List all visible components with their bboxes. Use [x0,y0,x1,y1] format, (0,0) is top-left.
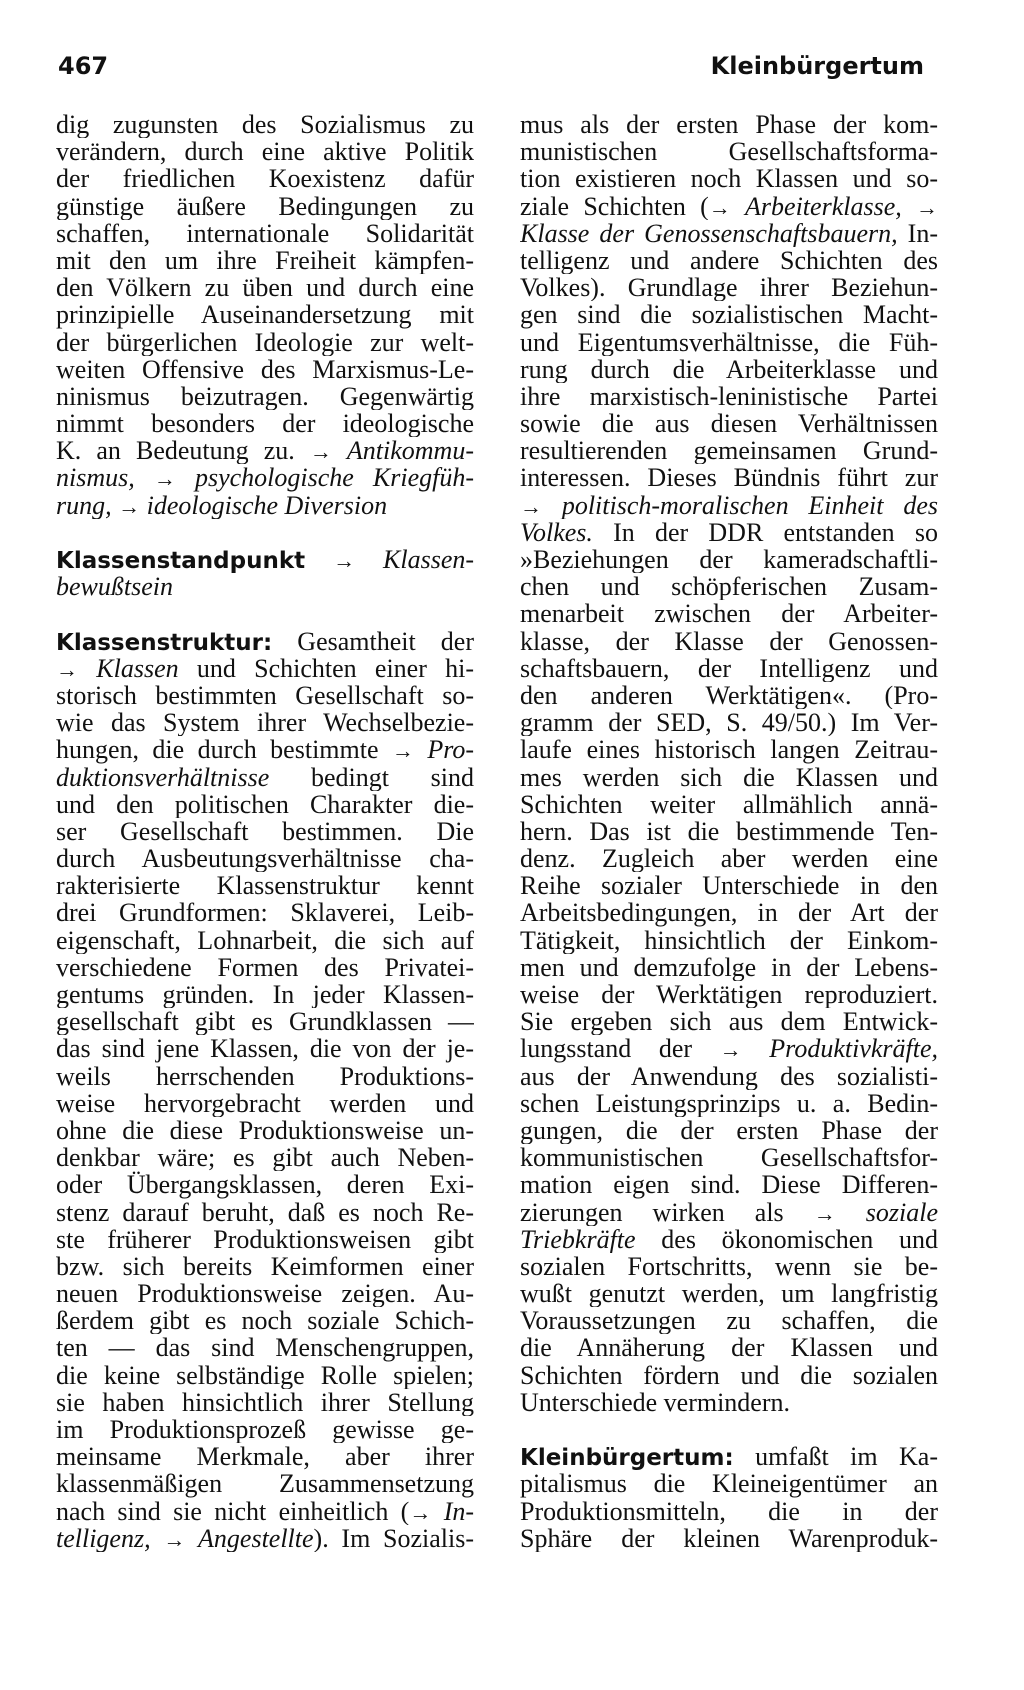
text-line: gungen, die der ersten Phase der [520,1116,938,1145]
text-line: klasse, der Klasse der Genossen- [520,627,938,655]
text-line: gen sind die sozialistischen Macht- [520,301,938,329]
text-line [520,1199,938,1226]
text-line: ohne die diese Produktionsweise un- [56,1116,474,1145]
text-line: sie haben hinsichtlich ihrer Stellung [56,1388,474,1416]
text-line: das sind jene Klassen, die von der je- [56,1035,474,1063]
text-line: schaftsbauern, der Intelligenz und [520,654,938,682]
text-line: ihre marxistisch-leninistische Partei [520,382,938,411]
cross-reference: Produktivkräfte, [769,1035,938,1063]
text-segment: lungsstand der [520,1035,693,1063]
cross-reference: politisch-moralischen Einheit des [561,491,938,519]
text-line [56,1525,474,1552]
headword-colon: : [263,629,273,655]
text-line: »Beziehungen der kameradschaftli- [520,546,938,574]
entry-klassenstruktur [56,628,474,655]
text-segment: hungen, die durch bestimmte [56,736,379,764]
cross-reference-arrow-icon: → [916,194,938,220]
running-head [58,52,924,86]
text-line: neuen Produktionsweise zeigen. Au- [56,1280,474,1308]
cross-reference: Pro- [427,736,474,764]
text-line: Arbeitsbedingungen, in der Art der [520,899,938,927]
text-segment: ziale Schichten ( [520,192,709,220]
text-line: chen und schöpferischen Zusam- [520,573,938,601]
text-line: drei Grundformen: Sklaverei, Leib- [56,899,474,927]
text-line: laufe eines historisch langen Zeitrau- [520,736,938,764]
headword: Kleinbürgertum [520,1445,725,1471]
cross-reference-arrow-icon: → [163,1526,186,1552]
entry-klassenstandpunkt [56,546,474,573]
text-line [520,220,938,247]
text-line: weise hervorgebracht werden und [56,1089,474,1117]
text-line: sowie die aus diesen Verhältnissen [520,410,938,438]
text-line: meinsame Merkmale, aber ihrer [56,1443,474,1471]
text-line: tion existieren noch Klassen und so- [520,165,938,193]
text-line: im Produktionsprozeß gewisse ge- [56,1416,474,1444]
text-line: mit den um ihre Freiheit kämpfen- [56,246,474,275]
text-line: ninismus beizutragen. Gegenwärtig [56,382,474,411]
cross-reference-arrow-icon: → [813,1200,836,1226]
text-line: Reihe sozialer Unterschiede in den [520,872,938,900]
text-line: nimmt besonders der ideologische [56,410,474,438]
text-line: gramm der SED, S. 49/50.) Im Ver- [520,709,938,737]
text-line: die keine selbständige Rolle spielen; [56,1361,474,1389]
text-line [56,437,474,464]
cross-reference: duktionsverhältnisse [56,763,270,791]
cross-reference: Klasse der Genossenschaftsbauern, [520,219,898,247]
text-line: der bürgerlichen Ideologie zur welt- [56,328,474,356]
text-line: schaffen, internationale Solidarität [56,219,474,247]
text-line: aus der Anwendung des sozialisti- [520,1062,938,1090]
text-line: Schichten fördern und die sozialen [520,1361,938,1389]
text-line: storisch bestimmten Gesellschaft so- [56,681,474,710]
text-line [56,764,474,791]
text-segment: zierungen wirken als [520,1198,784,1226]
cross-reference-arrow-icon: → [56,656,78,682]
text-line: Unterschiede vermindern. [520,1388,791,1416]
text-line: rung durch die Arbeiterklasse und [520,355,938,383]
text-segment: In der DDR entstanden so [613,518,938,546]
text-line [56,464,474,491]
text-line [56,573,474,600]
cross-reference-arrow-icon: → [333,548,356,573]
text-line: Produktionsmitteln, die in der [520,1497,938,1525]
text-line [56,655,474,682]
text-line: telligenz und andere Schichten des [520,246,938,275]
cross-reference-arrow-icon: → [309,439,332,465]
text-line: gentums gründen. In jeder Klassen- [56,981,474,1009]
text-line: weils herrschenden Produktions- [56,1062,474,1090]
entry-kleinbuergertum [520,1443,938,1470]
headword: Klassenstruktur [56,629,263,655]
entry-spacer [56,600,474,627]
text-line: Voraussetzungen zu schaffen, die [520,1307,938,1335]
text-line: stenz darauf beruht, daß es noch Re- [56,1198,474,1226]
text-line: kommunistischen Gesellschaftsfor- [520,1144,938,1172]
text-segment: ). Im Sozialis- [313,1524,474,1552]
text-line: Tätigkeit, hinsichtlich der Einkom- [520,926,938,954]
text-line: weiten Offensive des Marxismus-Le- [56,355,474,383]
text-line: wie das System ihrer Wechselbezie- [56,709,474,737]
text-line: hern. Das ist die bestimmende Ten- [520,817,938,846]
text-line [56,736,474,763]
entry-spacer [56,519,474,546]
text-line: denz. Zugleich aber werden eine [520,845,938,873]
text-line: menarbeit zwischen der Arbeiter- [520,600,938,628]
entry-spacer [520,1416,938,1443]
text-line: Schichten weiter allmählich annä- [520,790,938,818]
text-line: dig zugunsten des Sozialismus zu [56,111,474,139]
text-line: die Annäherung der Klassen und [520,1334,938,1362]
headword: Klassenstandpunkt [56,548,306,574]
text-line: wußt genutzt werden, um langfristig [520,1280,938,1308]
text-line: munistischen Gesellschaftsforma- [520,138,938,166]
text-line: pitalismus die Kleineigentümer an [520,1470,938,1498]
text-line [520,519,938,546]
text-line: mation eigen sind. Diese Differen- [520,1171,938,1199]
text-segment: K. an Bedeutung zu. [56,437,295,465]
cross-reference-arrow-icon: → [153,466,176,492]
text-line: ste früherer Produktionsweisen gibt [56,1225,474,1253]
text-line: prinzipielle Auseinandersetzung mit [56,301,474,329]
text-line: mus als der ersten Phase der kom- [520,111,938,139]
text-line [56,1498,474,1525]
cross-reference-arrow-icon: → [118,493,141,519]
text-line [520,1035,938,1062]
text-line: ßerdem gibt es noch soziale Schich- [56,1307,474,1335]
text-line: sozialen Fortschritts, wenn sie be- [520,1252,938,1281]
text-segment: bedingt sind [310,763,474,791]
text-line: den anderen Werktätigen«. (Pro- [520,681,938,710]
text-line: den Völkern zu üben und durch eine [56,274,474,302]
cross-reference: telligenz, [56,1524,151,1552]
text-line [56,492,474,519]
cross-reference: Triebkräfte [520,1225,636,1253]
cross-reference: bewußtsein [56,573,173,601]
cross-reference-arrow-icon: → [391,738,414,764]
text-line: ten — das sind Menschengruppen, [56,1334,474,1362]
text-line: günstige äußere Bedingungen zu [56,192,474,220]
cross-reference: rung, [56,491,112,519]
headword-colon: : [724,1445,734,1471]
text-line: klassenmäßigen Zusammensetzung [56,1470,474,1498]
page-number: 467 [58,52,109,80]
cross-reference-arrow-icon: → [719,1037,742,1063]
text-line: mes werden sich die Klassen und [520,763,938,791]
text-line: bzw. sich bereits Keimformen einer [56,1252,474,1281]
text-line: ser Gesellschaft bestimmen. Die [56,817,474,846]
cross-reference: Antikommu- [346,437,474,465]
running-title: Kleinbürgertum [710,52,924,80]
text-line: Volkes). Grundlage ihrer Beziehun- [520,274,938,302]
text-line [520,193,938,220]
text-line: Sphäre der kleinen Warenproduk- [520,1524,938,1552]
cross-reference: In- [443,1497,474,1525]
text-line [520,492,938,519]
text-line [520,1226,938,1253]
text-segment: nach sind sie nicht einheitlich ( [56,1497,410,1525]
text-segment: umfaßt im Ka- [755,1443,938,1471]
cross-reference: Arbeiterklasse, [745,192,902,220]
cross-reference: nismus, [56,464,135,492]
cross-reference: Volkes. [520,518,593,546]
text-line: der friedlichen Koexistenz dafür [56,165,474,193]
text-line: resultierenden gemeinsamen Grund- [520,437,938,465]
text-line: weise der Werktätigen reproduziert. [520,981,938,1009]
text-line: interessen. Dieses Bündnis führt zur [520,464,938,492]
cross-reference-arrow-icon: → [708,194,731,220]
cross-reference: Klassen- [383,546,474,574]
text-line: denkbar wäre; es gibt auch Neben- [56,1144,474,1172]
text-line: und den politischen Charakter die- [56,790,474,818]
text-segment: In- [907,219,938,247]
cross-reference: psychologische Kriegfüh- [194,464,474,492]
text-line: men und demzufolge in der Lebens- [520,953,938,981]
text-segment: Gesamtheit der [297,627,474,655]
left-column [56,111,474,1552]
text-line: eigenschaft, Lohnarbeit, die sich auf [56,926,474,954]
cross-reference-arrow-icon: → [409,1499,432,1525]
text-line: schen Leistungsprinzips u. a. Bedin- [520,1089,938,1117]
text-line: oder Übergangsklassen, deren Exi- [56,1171,474,1199]
text-line: verschiedene Formen des Privatei- [56,953,474,981]
text-line: verändern, durch eine aktive Politik [56,138,474,166]
text-line: rakterisierte Klassenstruktur kennt [56,872,474,900]
text-segment: des ökonomischen und [661,1225,938,1253]
text-line: gesellschaft gibt es Grundklassen — [56,1008,474,1036]
cross-reference: Angestellte [198,1524,314,1552]
cross-reference: ideologische Diversion [146,491,388,519]
right-column [520,111,938,1552]
cross-reference-arrow-icon: → [520,493,542,519]
text-line: durch Ausbeutungsverhältnisse cha- [56,845,474,873]
cross-reference: Klassen [96,654,179,682]
cross-reference: soziale [865,1198,938,1226]
text-line: Sie ergeben sich aus dem Entwick- [520,1008,938,1036]
text-line: und Eigentumsverhältnisse, die Füh- [520,328,938,356]
text-segment: und Schichten einer hi- [196,654,474,682]
